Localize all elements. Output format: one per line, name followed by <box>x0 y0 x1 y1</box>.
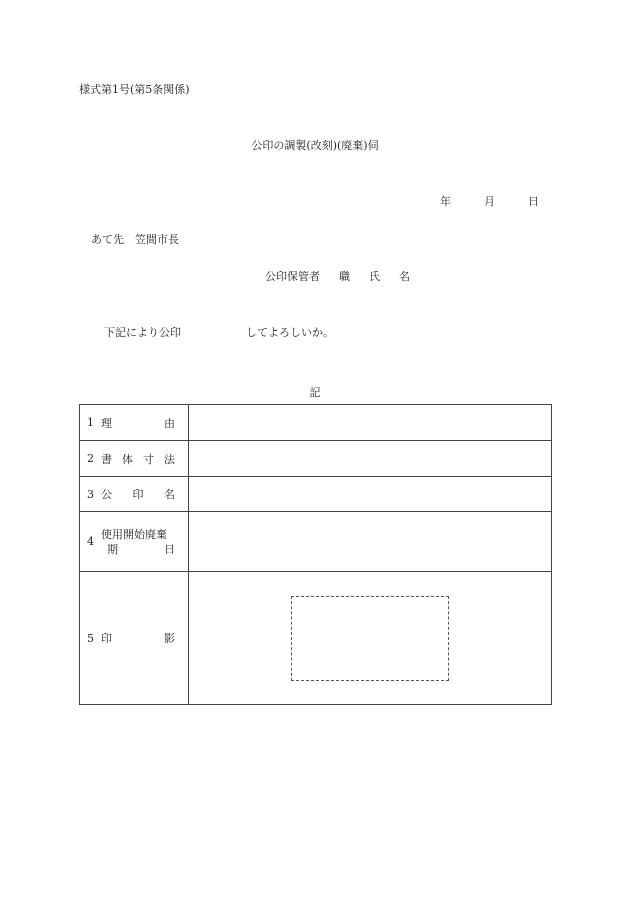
date-year-label: 年 <box>440 195 451 208</box>
row-number: 3 <box>87 487 94 501</box>
table-row <box>80 572 552 705</box>
label-char: 印 <box>132 488 144 501</box>
label-char: 日 <box>164 542 175 556</box>
row-label-cell <box>80 477 189 512</box>
row-label-cell <box>80 512 189 572</box>
reason-field[interactable] <box>189 405 552 441</box>
signer-name-char-1: 氏 <box>369 270 380 283</box>
date-line <box>440 193 539 209</box>
signer-line <box>265 268 410 284</box>
row-number: 5 <box>87 631 94 645</box>
body-text-after: してよろしいか。 <box>246 326 334 339</box>
signer-role: 職 <box>339 270 350 283</box>
seal-name-field[interactable] <box>189 477 552 512</box>
label-char: 寸 <box>143 452 154 466</box>
row-label-cell <box>80 572 189 705</box>
row-number: 4 <box>87 535 94 548</box>
document-title: 公印の調製(改刻)(廃棄)伺 <box>251 139 379 152</box>
label-char: 名 <box>164 488 175 501</box>
details-table <box>79 404 552 705</box>
table-row <box>80 405 552 441</box>
label-char: 印 <box>101 632 112 645</box>
label-line-1: 使用開始廃棄 <box>101 527 167 541</box>
seal-impression-box[interactable] <box>291 596 449 681</box>
start-abolish-date-field[interactable] <box>189 512 552 572</box>
row-number: 2 <box>87 452 94 465</box>
seal-impression-cell <box>189 572 552 705</box>
table-row <box>80 441 552 477</box>
label-char: 期 <box>107 542 118 556</box>
signer-label: 公印保管者 <box>265 270 320 283</box>
label-char: 影 <box>164 632 175 645</box>
form-number: 様式第1号(第5条関係) <box>79 83 190 96</box>
label-char: 体 <box>122 452 133 466</box>
label-char: 公 <box>101 488 112 501</box>
label-char: 由 <box>164 416 175 430</box>
row-label-cell <box>80 441 189 477</box>
font-size-field[interactable] <box>189 441 552 477</box>
ki-heading: 記 <box>309 386 321 399</box>
addressee: あて先 笠間市長 <box>91 233 179 246</box>
label-char: 法 <box>164 452 175 466</box>
row-label-cell <box>80 405 189 441</box>
date-month-label: 月 <box>484 195 495 208</box>
body-text <box>104 324 334 340</box>
table-row <box>80 477 552 512</box>
row-number: 1 <box>87 416 94 429</box>
date-day-label: 日 <box>528 195 539 208</box>
signer-name-char-2: 名 <box>399 270 410 283</box>
label-char: 書 <box>101 452 112 466</box>
body-text-before: 下記により公印 <box>104 326 181 339</box>
label-char: 理 <box>101 416 112 430</box>
table-row <box>80 512 552 572</box>
